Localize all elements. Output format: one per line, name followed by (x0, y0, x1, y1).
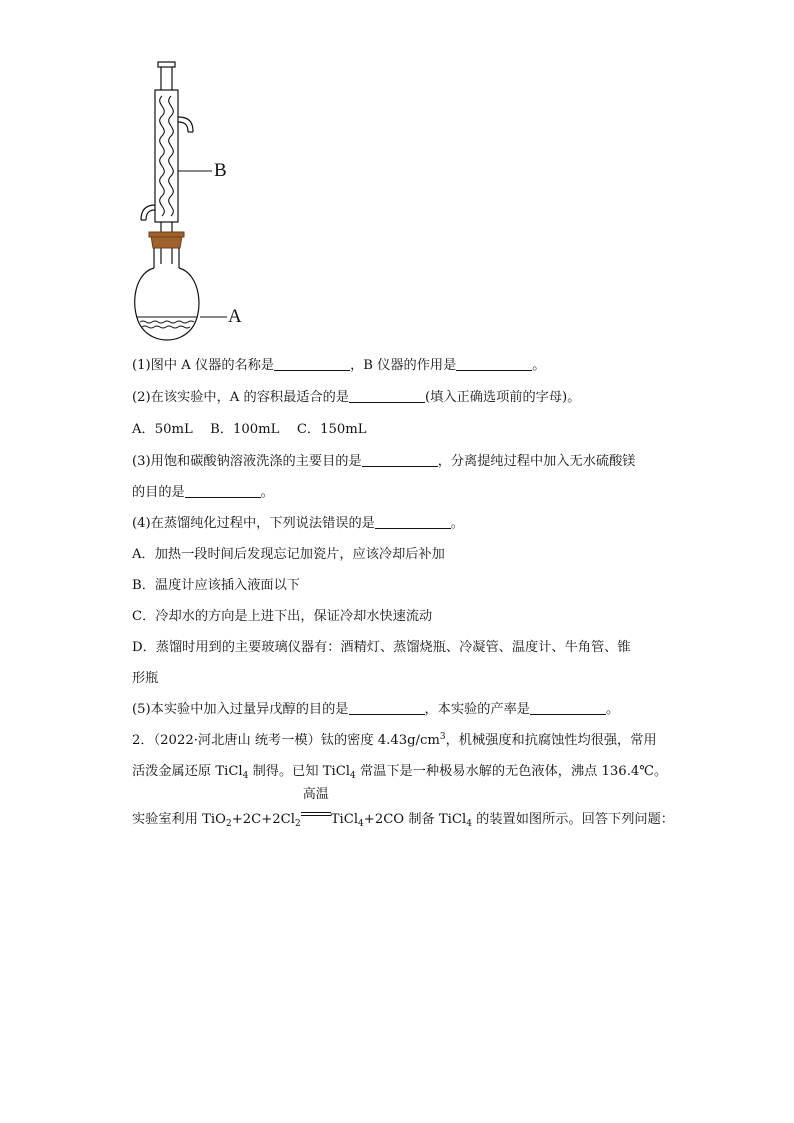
question-4-option-b: B．温度计应该插入液面以下 (132, 578, 300, 593)
question-2-options: A．50mL B．100mL C．150mL (132, 422, 367, 437)
answer-blank (349, 700, 425, 715)
reaction-condition-sign (301, 787, 331, 823)
problem-2-line-2: 活泼金属还原 TiCl$_4$ 制得。已知 TiCl$_4$ 常温下是一种极易水解的无色液体，沸点 136.4℃。 (132, 764, 668, 781)
answer-blank (375, 514, 451, 529)
problem-2-equation-line: 实验室利用 $TiO_2+2C+2Cl_2$ 高温 TiCl$_4$+2CO 制备 TiCl$_4$ 的装置如图所示。回答下列问题： (132, 787, 674, 829)
question-4-option-a: A．加热一段时间后发现忘记加瓷片，应该冷却后补加 (132, 547, 445, 562)
apparatus-figure (128, 60, 258, 348)
answer-blank (185, 483, 261, 498)
answer-blank (362, 452, 438, 467)
question-2: (2)在该实验中，A 的容积最适合的是 (填入正确选项前的字母)。 (132, 390, 581, 405)
question-3-cont: 的目的是 。 (132, 485, 274, 500)
question-4-option-d-cont: 形瓶 (132, 671, 159, 686)
problem-2-line-1: 2．（2022·河北唐山 统考一模）钛的密度 $4.43g/cm^3$，机械强度和抗腐蚀性均很强，常用 (132, 732, 657, 748)
question-4-option-d: D．蒸馏时用到的主要玻璃仪器有：酒精灯、蒸馏烧瓶、冷凝管、温度计、牛角管、锥 (132, 640, 631, 655)
answer-blank (349, 388, 425, 403)
question-4: (4)在蒸馏纯化过程中，下列说法错误的是 。 (132, 516, 465, 531)
reaction-condition: 高温 (302, 787, 329, 802)
answer-blank (530, 700, 606, 715)
label-b: B (214, 160, 227, 181)
answer-blank (456, 356, 532, 371)
question-4-option-c: C．冷却水的方向是上进下出，保证冷却水快速流动 (132, 609, 433, 624)
question-1: (1)图中 A 仪器的名称是 ，B 仪器的作用是 。 (132, 358, 546, 373)
label-a: A (228, 306, 242, 327)
answer-blank (274, 356, 350, 371)
question-3: (3)用饱和碳酸钠溶液洗涤的主要目的是 ，分离提纯过程中加入无水硫酸镁 (132, 454, 636, 469)
question-5: (5)本实验中加入过量异戊醇的目的是 ，本实验的产率是 。 (132, 702, 620, 717)
